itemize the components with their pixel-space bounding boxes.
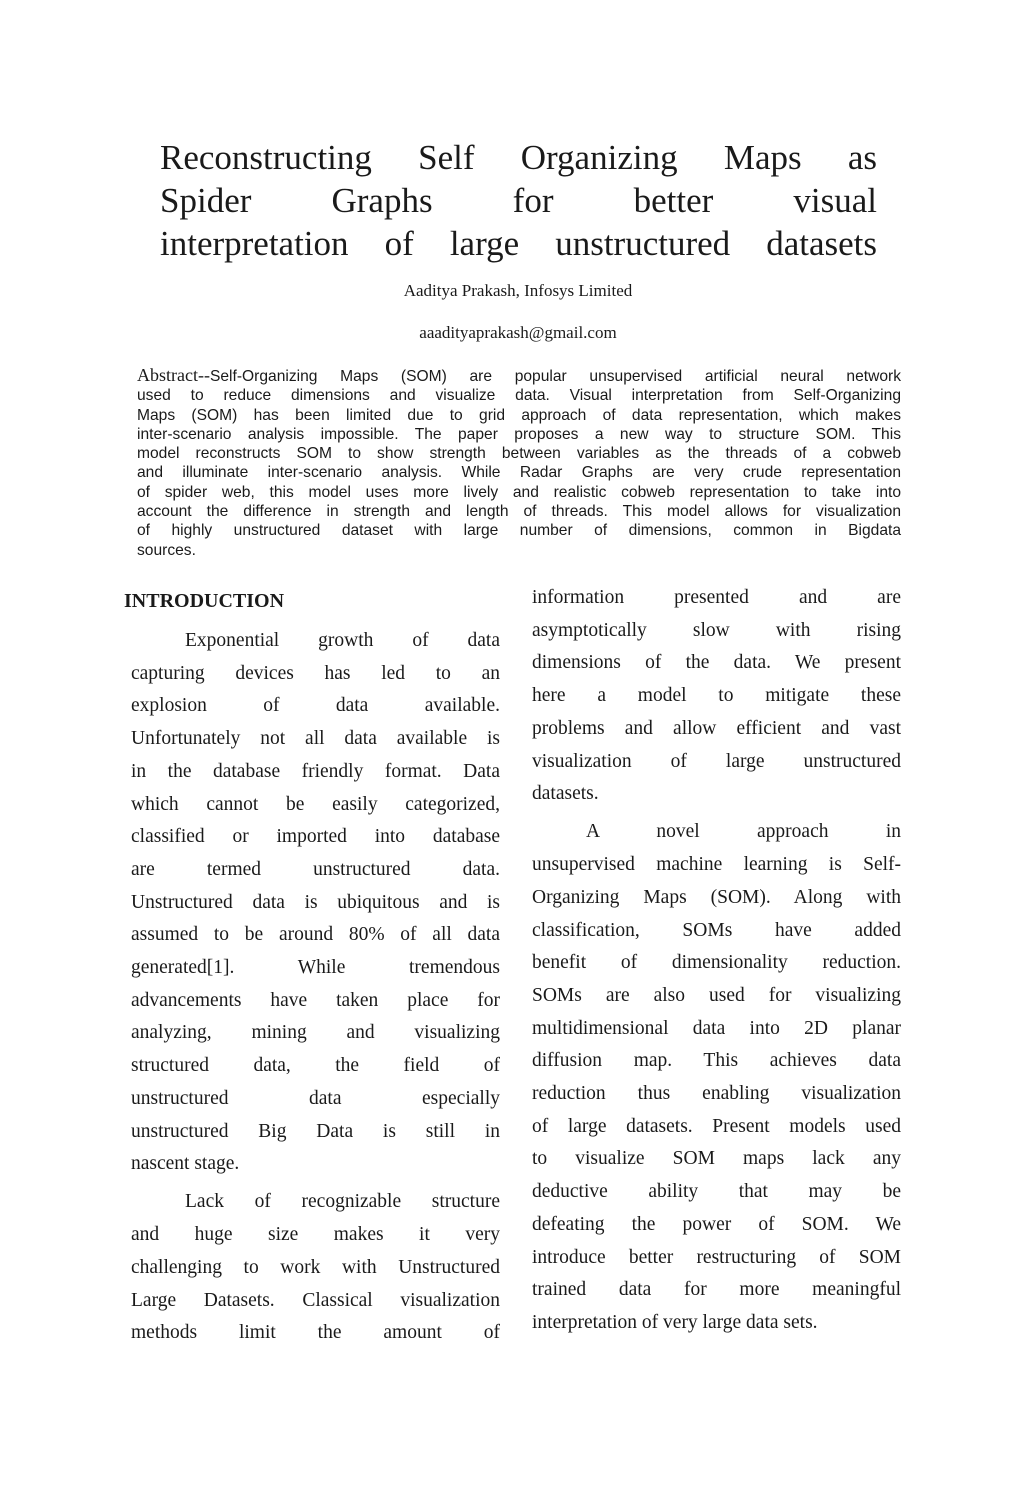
left-column <box>131 625 500 1355</box>
text-line: advancements have taken place for <box>131 989 500 1011</box>
text-line: benefit of dimensionality reduction. <box>532 952 901 974</box>
abstract-line <box>137 463 901 482</box>
text-line: introduce better restructuring of SOM <box>532 1246 901 1268</box>
text-line: structured data, the field of <box>131 1055 500 1077</box>
abstract-line <box>137 366 901 386</box>
paragraph <box>131 1186 500 1350</box>
abstract-line <box>137 406 901 425</box>
abstract-text: used to reduce dimensions and visualize data. Visual interpretation from Self-Organizing <box>137 387 901 405</box>
text-line: classification, SOMs have added <box>532 919 901 941</box>
abstract <box>137 366 901 560</box>
abstract-line <box>137 444 901 463</box>
text-line: diffusion map. This achieves data <box>532 1050 901 1072</box>
abstract-text: sources. <box>137 541 196 559</box>
text-line: trained data for more meaningful <box>532 1279 901 1301</box>
author-line: Aaditya Prakash, Infosys Limited <box>403 281 633 300</box>
text-line: Unfortunately not all data available is <box>131 728 500 750</box>
paragraph <box>532 816 901 1339</box>
title-line: Spider Graphs for better visual <box>160 181 877 220</box>
text-line: analyzing, mining and visualizing <box>131 1022 500 1044</box>
title-line: Reconstructing Self Organizing Maps as <box>160 138 877 177</box>
text-line: Organizing Maps (SOM). Along with <box>532 886 901 908</box>
abstract-text: Self-Organizing Maps (SOM) are popular unsupervised artificial neural network <box>209 368 901 385</box>
text-line: Large Datasets. Classical visualization <box>131 1289 500 1311</box>
text-line: A novel approach in <box>586 821 901 843</box>
author-email: aaadityaprakash@gmail.com <box>419 323 617 342</box>
abstract-line <box>137 386 901 405</box>
paper-title <box>160 136 877 265</box>
text-line: challenging to work with Unstructured <box>131 1256 500 1278</box>
text-line: generated[1]. While tremendous <box>131 957 500 979</box>
abstract-line <box>137 483 901 502</box>
abstract-text: and illuminate inter-scenario analysis. While Radar Graphs are very crude representation <box>137 464 901 482</box>
abstract-line <box>137 541 901 560</box>
abstract-line <box>137 425 901 444</box>
text-line: classified or imported into database <box>131 826 500 848</box>
text-line: in the database friendly format. Data <box>131 760 500 782</box>
text-line: multidimensional data into 2D planar <box>532 1017 901 1039</box>
text-line: unstructured data especially <box>131 1087 500 1109</box>
text-line: unsupervised machine learning is Self- <box>532 854 901 876</box>
abstract-label: Abstract-- <box>137 365 210 385</box>
text-line: methods limit the amount of <box>131 1322 500 1344</box>
text-line: capturing devices has led to an <box>131 662 500 684</box>
text-line: SOMs are also used for visualizing <box>532 984 901 1006</box>
text-line: nascent stage. <box>131 1153 240 1175</box>
text-line: information presented and are <box>532 587 901 608</box>
section-heading: INTRODUCTION <box>124 590 285 612</box>
text-line: reduction thus enabling visualization <box>532 1083 901 1105</box>
abstract-line <box>137 521 901 540</box>
paragraph <box>532 582 901 811</box>
text-line: which cannot be easily categorized, <box>131 793 500 815</box>
abstract-text: Maps (SOM) has been limited due to grid approach of data representation, which makes <box>137 406 901 424</box>
abstract-text: model reconstructs SOM to show strength between variables as the threads of a cobweb <box>137 445 901 463</box>
abstract-text: of spider web, this model uses more lively and realistic cobweb representation to take into <box>137 483 901 501</box>
text-line: problems and allow efficient and vast <box>532 717 901 739</box>
text-line: deductive ability that may be <box>532 1181 901 1203</box>
text-line: of large datasets. Present models used <box>532 1115 901 1137</box>
paragraph <box>131 625 500 1181</box>
text-line: interpretation of very large data sets. <box>532 1311 818 1333</box>
text-line: explosion of data available. <box>131 695 500 717</box>
text-line: and huge size makes it very <box>131 1224 500 1246</box>
text-line: Exponential growth of data <box>185 630 500 651</box>
text-line: unstructured Big Data is still in <box>131 1120 500 1142</box>
abstract-line <box>137 502 901 521</box>
abstract-text: of highly unstructured dataset with large number of dimensions, common in Bigdata <box>137 522 901 540</box>
text-line: datasets. <box>532 783 599 805</box>
text-line: assumed to be around 80% of all data <box>131 924 500 946</box>
text-line: to visualize SOM maps lack any <box>532 1148 901 1170</box>
abstract-text: inter-scenario analysis impossible. The paper proposes a new way to structure SOM. This <box>137 425 901 443</box>
text-line: Unstructured data is ubiquitous and is <box>131 891 500 913</box>
text-line: are termed unstructured data. <box>131 858 500 880</box>
text-line: visualization of large unstructured <box>532 750 901 772</box>
text-line: dimensions of the data. We present <box>532 652 901 674</box>
title-line: interpretation of large unstructured datasets <box>160 224 877 263</box>
text-line: defeating the power of SOM. We <box>532 1213 901 1235</box>
text-line: asymptotically slow with rising <box>532 619 901 641</box>
text-line: Lack of recognizable structure <box>185 1191 500 1213</box>
text-line: here a model to mitigate these <box>532 685 901 707</box>
right-column <box>532 582 901 1345</box>
abstract-text: account the difference in strength and length of threads. This model allows for visualization <box>137 503 901 521</box>
